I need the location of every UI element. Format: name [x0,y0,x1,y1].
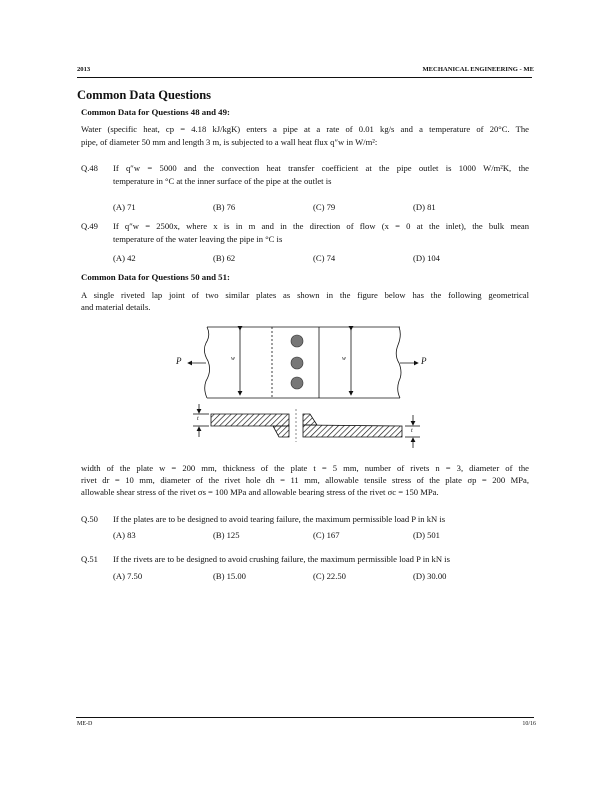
rivet [291,357,303,369]
thickness-label-left: t [197,416,199,422]
width-label-left: w [231,356,236,362]
paragraph-line: and material details. [81,302,151,312]
details-line: rivet dr = 10 mm, diameter of the rivet hole dh = 11 mm, allowable tensile stress of the plate σp = 200 MPa, [81,475,529,485]
option-d[interactable]: (D) 81 [413,202,436,212]
load-label-right: P [421,356,427,366]
option-c[interactable]: (C) 167 [313,530,340,540]
question-text: If the plates are to be designed to avoid tearing failure, the maximum permissible load P in kN is [113,514,446,524]
footer-page-number: 10/16 [522,721,536,727]
option-a[interactable]: (A) 71 [113,202,136,212]
option-d[interactable]: (D) 30.00 [413,571,447,581]
section-heading-48-49: Common Data for Questions 48 and 49: [81,107,230,117]
option-c[interactable]: (C) 74 [313,253,336,263]
page-title: Common Data Questions [77,88,212,102]
question-number: Q.48 [81,163,98,173]
option-c[interactable]: (C) 22.50 [313,571,346,581]
section-view [193,404,420,448]
option-a[interactable]: (A) 42 [113,253,136,263]
question-number: Q.51 [81,554,98,564]
question-text: temperature in °C at the inner surface of the pipe at the outlet is [113,176,332,186]
details-line: width of the plate w = 200 mm, thickness of the plate t = 5 mm, number of rivets n = 3, diameter of the [81,463,529,473]
rivets [291,335,303,389]
header-year: 2013 [77,66,91,73]
question-text: If the rivets are to be designed to avoid crushing failure, the maximum permissible load P in kN is [113,554,450,564]
paragraph-line: A single riveted lap joint of two similar plates as shown in the figure below has the following geometrical [81,290,529,300]
option-b[interactable]: (B) 62 [213,253,236,263]
question-number: Q.50 [81,514,98,524]
question-text: temperature of the water leaving the pipe in °C is [113,234,283,244]
rivet [291,335,303,347]
footer-rule [76,717,534,718]
question-text: If q″w = 5000 and the convection heat transfer coefficient at the pipe outlet is 1000 W/m²K, the [113,163,529,173]
option-d[interactable]: (D) 501 [413,530,440,540]
question-number: Q.49 [81,221,98,231]
option-a[interactable]: (A) 7.50 [113,571,143,581]
paragraph-line: Water (specific heat, cp = 4.18 kJ/kgK) enters a pipe at a rate of 0.01 kg/s and a temperature of 20°C. The [81,124,529,134]
option-c[interactable]: (C) 79 [313,202,336,212]
section-heading-50-51: Common Data for Questions 50 and 51: [81,272,230,282]
question-text: If q″w = 2500x, where x is in m and in the direction of flow (x = 0 at the inlet), the bulk mean [113,221,529,231]
option-b[interactable]: (B) 15.00 [213,571,246,581]
option-d[interactable]: (D) 104 [413,253,440,263]
option-a[interactable]: (A) 83 [113,530,136,540]
details-line: allowable shear stress of the rivet σs = 100 MPa and allowable bearing stress of the rivet σc = 150 MPa. [81,487,439,497]
option-b[interactable]: (B) 76 [213,202,236,212]
load-label-left: P [176,356,182,366]
footer-code: ME-D [77,721,93,727]
header-subject: MECHANICAL ENGINEERING - ME [422,66,534,73]
width-label-right: w [342,356,347,362]
option-b[interactable]: (B) 125 [213,530,240,540]
thickness-label-right: t [411,428,413,434]
rivet [291,377,303,389]
paragraph-line: pipe, of diameter 50 mm and length 3 m, is subjected to a wall heat flux q″w in W/m²: [81,137,378,147]
